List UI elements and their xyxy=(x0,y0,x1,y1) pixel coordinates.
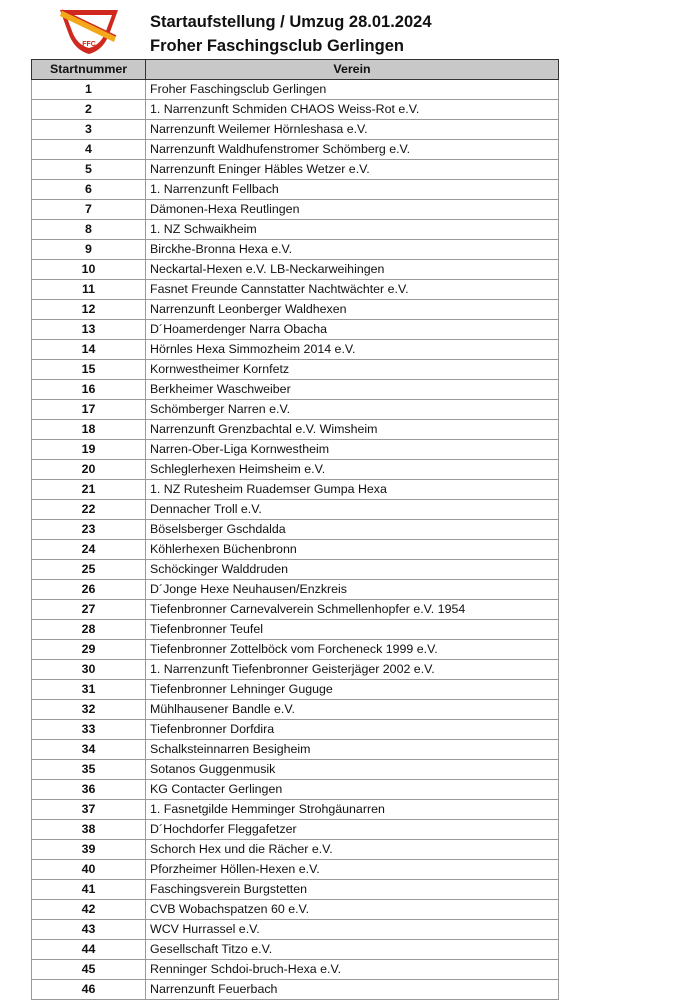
start-number-cell: 34 xyxy=(32,740,146,760)
start-number-cell: 11 xyxy=(32,280,146,300)
logo-text: FFC xyxy=(82,41,96,48)
club-name-cell: Tiefenbronner Dorfdira xyxy=(146,720,559,740)
club-name-cell: Berkheimer Waschweiber xyxy=(146,380,559,400)
start-number-cell: 35 xyxy=(32,760,146,780)
club-name-cell: Narrenzunft Leonberger Waldhexen xyxy=(146,300,559,320)
start-number-cell: 7 xyxy=(32,200,146,220)
table-row xyxy=(32,580,559,600)
start-number-cell: 26 xyxy=(32,580,146,600)
start-number-cell: 43 xyxy=(32,920,146,940)
start-number-cell: 33 xyxy=(32,720,146,740)
table-row xyxy=(32,200,559,220)
table-row xyxy=(32,140,559,160)
club-name-cell: Tiefenbronner Teufel xyxy=(146,620,559,640)
table-row xyxy=(32,680,559,700)
table-row xyxy=(32,620,559,640)
table-row xyxy=(32,460,559,480)
club-name-cell: Tiefenbronner Carnevalverein Schmellenhopfer e.V. 1954 xyxy=(146,600,559,620)
table-row xyxy=(32,780,559,800)
club-name-cell: Pforzheimer Höllen-Hexen e.V. xyxy=(146,860,559,880)
club-name-cell: 1. NZ Schwaikheim xyxy=(146,220,559,240)
table-row xyxy=(32,800,559,820)
club-name-cell: KG Contacter Gerlingen xyxy=(146,780,559,800)
club-name-cell: Köhlerhexen Büchenbronn xyxy=(146,540,559,560)
table-row xyxy=(32,420,559,440)
header-titles xyxy=(150,10,432,58)
club-name-cell: 1. Narrenzunft Tiefenbronner Geisterjäger 2002 e.V. xyxy=(146,660,559,680)
club-name-cell: Schleglerhexen Heimsheim e.V. xyxy=(146,460,559,480)
club-name-cell: 1. Narrenzunft Schmiden CHAOS Weiss-Rot e.V. xyxy=(146,100,559,120)
start-number-cell: 41 xyxy=(32,880,146,900)
start-number-cell: 46 xyxy=(32,980,146,1000)
start-number-cell: 5 xyxy=(32,160,146,180)
table-row xyxy=(32,160,559,180)
start-number-cell: 36 xyxy=(32,780,146,800)
club-name-cell: Neckartal-Hexen e.V. LB-Neckarweihingen xyxy=(146,260,559,280)
start-number-cell: 4 xyxy=(32,140,146,160)
table-row xyxy=(32,400,559,420)
club-name-cell: Narrenzunft Grenzbachtal e.V. Wimsheim xyxy=(146,420,559,440)
table-row xyxy=(32,900,559,920)
column-header-verein: Verein xyxy=(146,60,559,80)
start-number-cell: 32 xyxy=(32,700,146,720)
club-name-cell: Gesellschaft Titzo e.V. xyxy=(146,940,559,960)
table-row xyxy=(32,980,559,1000)
start-number-cell: 23 xyxy=(32,520,146,540)
club-name-cell: Narrenzunft Waldhufenstromer Schömberg e.V. xyxy=(146,140,559,160)
club-name-cell: D´Hoamerdenger Narra Obacha xyxy=(146,320,559,340)
table-row xyxy=(32,340,559,360)
table-row xyxy=(32,640,559,660)
club-name-cell: Hörnles Hexa Simmozheim 2014 e.V. xyxy=(146,340,559,360)
table-row xyxy=(32,880,559,900)
club-name-cell: Froher Faschingsclub Gerlingen xyxy=(146,80,559,100)
table-row xyxy=(32,860,559,880)
start-number-cell: 8 xyxy=(32,220,146,240)
club-name-cell: Kornwestheimer Kornfetz xyxy=(146,360,559,380)
start-number-cell: 45 xyxy=(32,960,146,980)
club-name-cell: CVB Wobachspatzen 60 e.V. xyxy=(146,900,559,920)
start-number-cell: 44 xyxy=(32,940,146,960)
club-name-cell: Dämonen-Hexa Reutlingen xyxy=(146,200,559,220)
table-row xyxy=(32,180,559,200)
table-row xyxy=(32,760,559,780)
start-number-cell: 40 xyxy=(32,860,146,880)
table-row xyxy=(32,720,559,740)
table-row xyxy=(32,960,559,980)
start-number-cell: 1 xyxy=(32,80,146,100)
start-number-cell: 13 xyxy=(32,320,146,340)
club-name-cell: Tiefenbronner Lehninger Guguge xyxy=(146,680,559,700)
start-number-cell: 28 xyxy=(32,620,146,640)
table-row xyxy=(32,480,559,500)
table-row xyxy=(32,80,559,100)
table-row xyxy=(32,700,559,720)
start-number-cell: 22 xyxy=(32,500,146,520)
club-name-cell: Narrenzunft Weilemer Hörnleshasa e.V. xyxy=(146,120,559,140)
table-row xyxy=(32,740,559,760)
table-row xyxy=(32,120,559,140)
club-name-cell: 1. NZ Rutesheim Ruademser Gumpa Hexa xyxy=(146,480,559,500)
start-number-cell: 30 xyxy=(32,660,146,680)
table-header-row xyxy=(32,60,559,80)
table-row xyxy=(32,100,559,120)
club-name-cell: Sotanos Guggenmusik xyxy=(146,760,559,780)
table-row xyxy=(32,260,559,280)
club-name-cell: Dennacher Troll e.V. xyxy=(146,500,559,520)
table-row xyxy=(32,600,559,620)
start-number-cell: 20 xyxy=(32,460,146,480)
table-row xyxy=(32,940,559,960)
club-logo-icon xyxy=(58,6,120,56)
club-name-cell: Schöckinger Walddruden xyxy=(146,560,559,580)
start-number-cell: 37 xyxy=(32,800,146,820)
club-name-cell: 1. Fasnetgilde Hemminger Strohgäunarren xyxy=(146,800,559,820)
table-row xyxy=(32,360,559,380)
table-row xyxy=(32,500,559,520)
table-row xyxy=(32,840,559,860)
club-name-cell: Tiefenbronner Zottelböck vom Forcheneck 1999 e.V. xyxy=(146,640,559,660)
start-number-cell: 9 xyxy=(32,240,146,260)
start-number-cell: 24 xyxy=(32,540,146,560)
club-name-cell: WCV Hurrassel e.V. xyxy=(146,920,559,940)
start-number-cell: 10 xyxy=(32,260,146,280)
club-name-cell: D´Hochdorfer Fleggafetzer xyxy=(146,820,559,840)
table-row xyxy=(32,320,559,340)
start-number-cell: 17 xyxy=(32,400,146,420)
lineup-table xyxy=(31,59,559,1000)
table-row xyxy=(32,520,559,540)
start-number-cell: 6 xyxy=(32,180,146,200)
club-name-cell: 1. Narrenzunft Fellbach xyxy=(146,180,559,200)
table-row xyxy=(32,280,559,300)
club-name-cell: Schorch Hex und die Rächer e.V. xyxy=(146,840,559,860)
club-name-cell: Birckhe-Bronna Hexa e.V. xyxy=(146,240,559,260)
table-row xyxy=(32,660,559,680)
page-subtitle: Froher Faschingsclub Gerlingen xyxy=(150,37,404,55)
start-number-cell: 25 xyxy=(32,560,146,580)
start-number-cell: 38 xyxy=(32,820,146,840)
start-number-cell: 16 xyxy=(32,380,146,400)
start-number-cell: 39 xyxy=(32,840,146,860)
table-row xyxy=(32,540,559,560)
club-name-cell: Faschingsverein Burgstetten xyxy=(146,880,559,900)
club-name-cell: Renninger Schdoi-bruch-Hexa e.V. xyxy=(146,960,559,980)
start-number-cell: 2 xyxy=(32,100,146,120)
start-number-cell: 3 xyxy=(32,120,146,140)
club-name-cell: Böselsberger Gschdalda xyxy=(146,520,559,540)
start-number-cell: 12 xyxy=(32,300,146,320)
club-name-cell: Narrenzunft Feuerbach xyxy=(146,980,559,1000)
start-number-cell: 15 xyxy=(32,360,146,380)
club-name-cell: Schalksteinnarren Besigheim xyxy=(146,740,559,760)
table-row xyxy=(32,380,559,400)
table-row xyxy=(32,440,559,460)
club-name-cell: Mühlhausener Bandle e.V. xyxy=(146,700,559,720)
club-name-cell: D´Jonge Hexe Neuhausen/Enzkreis xyxy=(146,580,559,600)
start-number-cell: 42 xyxy=(32,900,146,920)
table-row xyxy=(32,820,559,840)
club-name-cell: Narren-Ober-Liga Kornwestheim xyxy=(146,440,559,460)
club-name-cell: Fasnet Freunde Cannstatter Nachtwächter e.V. xyxy=(146,280,559,300)
start-number-cell: 18 xyxy=(32,420,146,440)
table-row xyxy=(32,300,559,320)
table-row xyxy=(32,220,559,240)
start-number-cell: 29 xyxy=(32,640,146,660)
start-number-cell: 21 xyxy=(32,480,146,500)
table-row xyxy=(32,560,559,580)
start-number-cell: 14 xyxy=(32,340,146,360)
club-name-cell: Narrenzunft Eninger Häbles Wetzer e.V. xyxy=(146,160,559,180)
column-header-startnummer: Startnummer xyxy=(32,60,146,80)
table-row xyxy=(32,240,559,260)
table-row xyxy=(32,920,559,940)
club-name-cell: Schömberger Narren e.V. xyxy=(146,400,559,420)
start-number-cell: 19 xyxy=(32,440,146,460)
page-title: Startaufstellung / Umzug 28.01.2024 xyxy=(150,13,432,31)
start-number-cell: 31 xyxy=(32,680,146,700)
start-number-cell: 27 xyxy=(32,600,146,620)
